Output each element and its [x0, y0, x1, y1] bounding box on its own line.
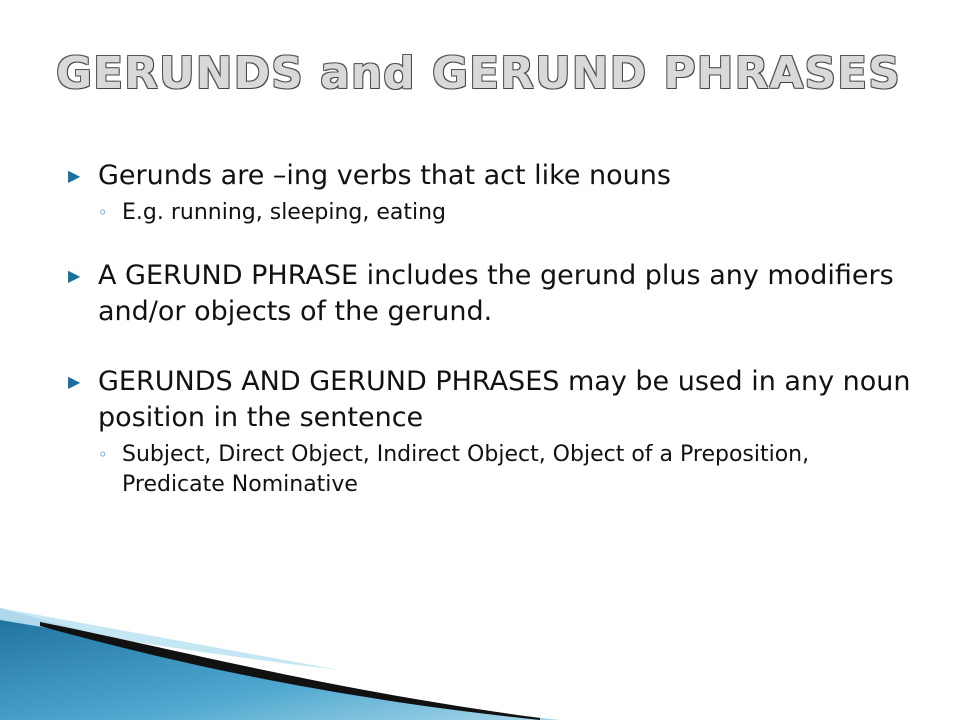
triangle-right-icon: ▶ [68, 166, 81, 185]
circle-icon: ◦ [98, 445, 108, 464]
bullet-item-2 [64, 258, 914, 330]
bullet-text: GERUNDS AND GERUND PHRASES may be used in any noun position in the sentence [98, 366, 911, 433]
bullet-text: A GERUND PHRASE includes the gerund plus any modifiers and/or objects of the gerund. [98, 260, 894, 327]
slide-title: GERUNDS and GERUND PHRASES [56, 48, 901, 99]
sub-bullet-item-1 [64, 198, 914, 228]
slide-body [64, 158, 914, 500]
triangle-right-icon: ▶ [68, 372, 81, 391]
sub-bullet-text: Subject, Direct Object, Indirect Object, Object of a Preposition, Predicate Nominative [122, 442, 810, 497]
circle-icon: ◦ [98, 203, 108, 222]
bullet-item-3 [64, 364, 914, 436]
corner-swoosh-decoration [0, 590, 960, 720]
sub-bullet-text: E.g. running, sleeping, eating [122, 200, 447, 225]
triangle-right-icon: ▶ [68, 266, 81, 285]
sub-bullet-item-2 [64, 440, 914, 500]
bullet-text: Gerunds are –ing verbs that act like nouns [98, 160, 671, 191]
bullet-item-1 [64, 158, 914, 194]
